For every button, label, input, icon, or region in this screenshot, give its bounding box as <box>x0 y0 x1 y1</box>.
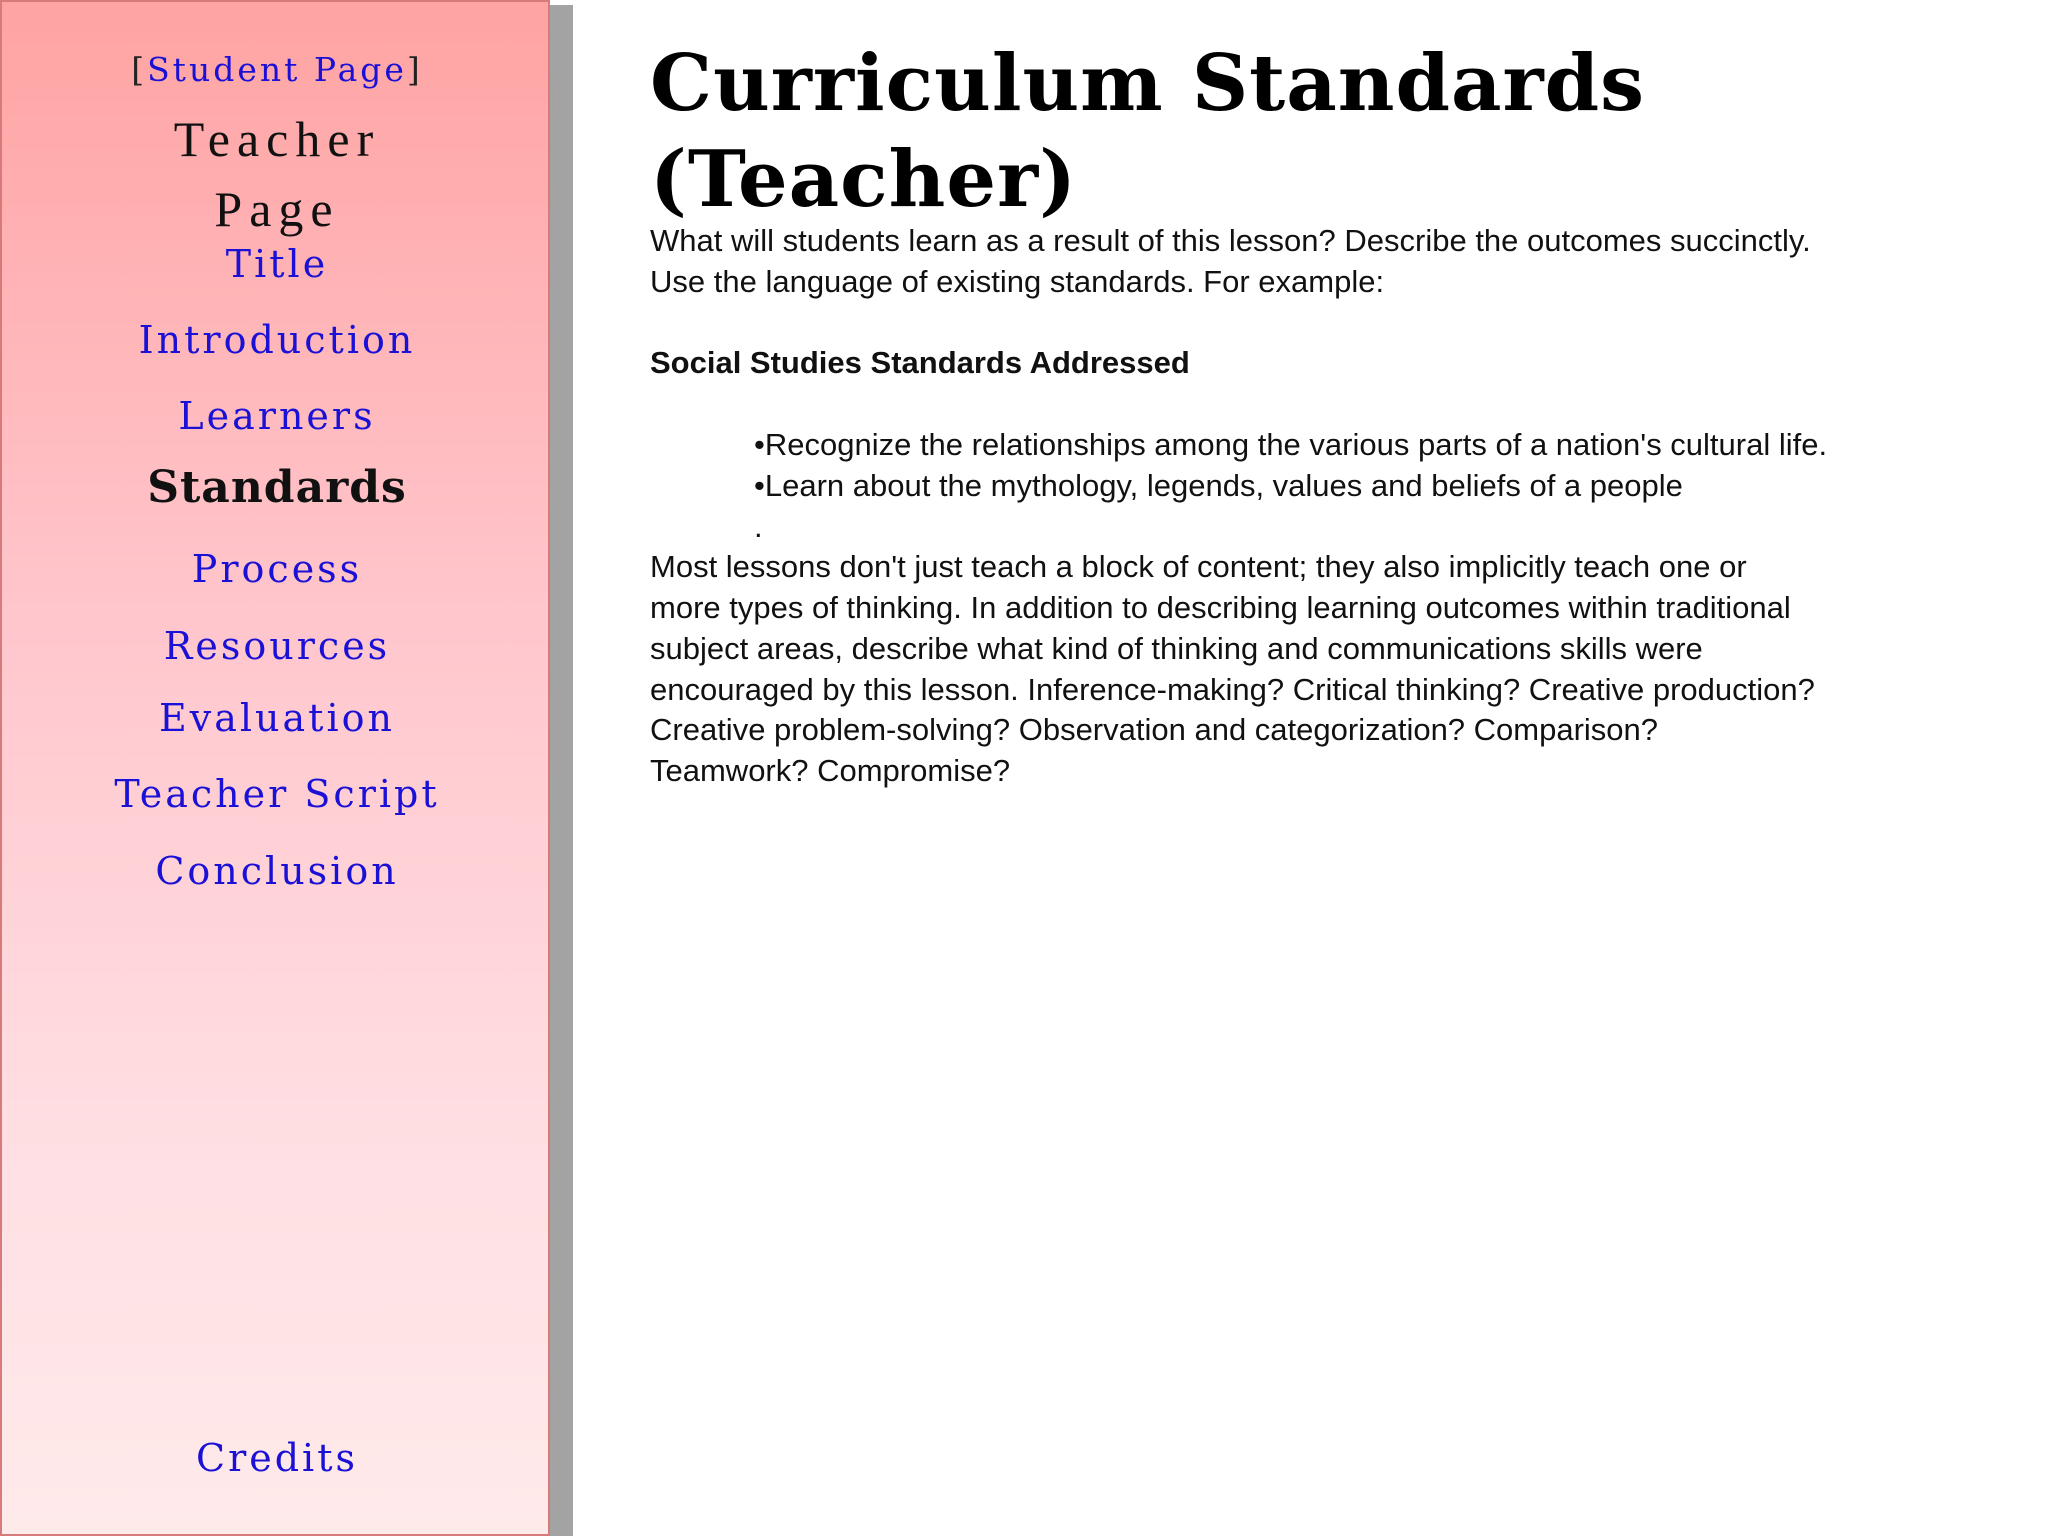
nav-teacher-script[interactable]: Teacher Script <box>114 772 440 816</box>
body-line: more types of thinking. In addition to describing learning outcomes within traditional <box>650 590 1791 625</box>
body-line: subject areas, describe what kind of thinking and communications skills were <box>650 631 1703 666</box>
sidebar-heading-line1: Teacher <box>173 111 381 167</box>
body-line: Teamwork? Compromise? <box>650 753 1011 788</box>
bracket-close: ] <box>406 50 423 89</box>
sidebar-heading <box>2 104 552 244</box>
nav-conclusion[interactable]: Conclusion <box>155 849 399 893</box>
nav-introduction[interactable]: Introduction <box>138 318 416 362</box>
nav-process[interactable]: Process <box>191 547 363 591</box>
sidebar <box>0 0 550 1536</box>
bracket-open: [ <box>131 50 148 89</box>
body-line: Most lessons don't just teach a block of content; they also implicitly teach one or <box>650 549 1747 584</box>
page-title-line1: Curriculum Standards <box>650 38 1646 129</box>
sidebar-heading-line2: Page <box>214 181 340 237</box>
intro-line-1: What will students learn as a result of this lesson? Describe the outcomes succinctly. <box>650 223 1811 258</box>
nav-learners[interactable]: Learners <box>178 394 376 438</box>
page-title-line2: (Teacher) <box>650 134 1077 225</box>
body-line: encouraged by this lesson. Inference-making? Critical thinking? Creative production? <box>650 672 1815 707</box>
nav-credits[interactable]: Credits <box>196 1436 358 1480</box>
standard-bullet: . <box>754 509 763 544</box>
student-page-link-row <box>2 50 552 89</box>
page-title <box>650 36 1645 228</box>
nav-title[interactable]: Title <box>225 242 329 286</box>
nav-standards-current: Standards <box>147 462 407 513</box>
standard-bullet: •Recognize the relationships among the various parts of a nation's cultural life. <box>754 427 1828 462</box>
nav-evaluation[interactable]: Evaluation <box>159 696 395 740</box>
standard-bullet: •Learn about the mythology, legends, values and beliefs of a people <box>754 468 1683 503</box>
standards-subheading: Social Studies Standards Addressed <box>650 345 1190 380</box>
student-page-link[interactable]: Student Page <box>147 50 407 89</box>
body-line: Creative problem-solving? Observation and categorization? Comparison? <box>650 712 1659 747</box>
nav-resources[interactable]: Resources <box>163 624 391 668</box>
intro-line-2: Use the language of existing standards. For example: <box>650 264 1385 299</box>
sidebar-shadow <box>550 5 573 1536</box>
